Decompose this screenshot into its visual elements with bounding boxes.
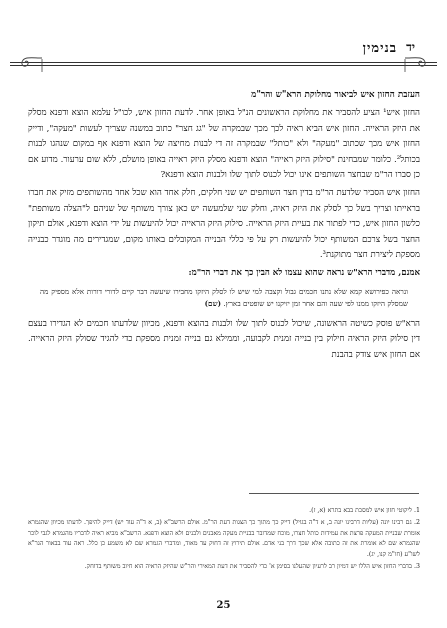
- quote-lead: אמנם, מדברי הרא"ש נראה שהוא עצמו לא הבין כך את דברי הר"מ:: [188, 268, 420, 279]
- right-flourish-ornament-icon: [403, 52, 429, 72]
- running-head-title: בנימין: [362, 41, 397, 56]
- running-head-rule: [10, 62, 437, 66]
- paragraph-1: החזון איש¹ הציע להסביר את מחלוקת הראשונים הנ"ל באופן אחר. לדעת החזון איש, לכו"ל עלמא הוצא ודפנא מסלק את היזק הראייה. החזון איש הביא ראיה לכך מכך שבמקרה של "גג חצר" כתוב במשנה שצריך לעשות "מעקה", ודייק החזון איש מכך שכתוב "מעקה" ולא "כותל" שבמקרה זה די לבנות מחיצה של הוצא ודפנא אף במקום שנהגו לבנות בכותל². כלומר שמבחינת "סילוק היזק ראייה" הוצא ודפנא מסלק היזק ראייה באופן מושלם, ללא שום ערעור. מדוע אם כן סברו הר"מ שבחצר השותפים אינו יכול לכנוס לתוך שלו ולבנות הוצא ודפנא?: [28, 108, 420, 181]
- page-number: 25: [216, 600, 231, 611]
- section-title: העזבת החזון איש לביאור מחלוקת הרא"ש והר"מ: [251, 90, 420, 100]
- footnotes: [28, 506, 420, 574]
- running-head-page-letters: יד: [406, 40, 415, 54]
- footnote-2: 2. גם רבינו יונה (עליות דרבינו יונה ב, א ד"ה בגויל) דייק כך מתוך כך הצגות דעת הר"מ. אולם הרשב"א (ב, א ד"ה עוד יש) דייק להיפך. לדעתו מכיוון שהגמרא אומרת שבניית המעקה פרצת את עמידות כותל חצרו, מוכח שמדובר בבניית מעקה מאבנים ולבנים ולא הוצא ודפנא. הרשב"א מביא ראיה לדבריו מהגמרא לגבי לוכר שהגמרא שם לא אומרת את זה כתובה אלא שכך דרך בני אדם. אולם תירוץ זה דחוק עד מאוד, ומדברי הגמרא שם לא משמע כן כלל. ראה עוד בבאור הגר"א לשו"ע (חו"מ קנו, יג).: [28, 519, 420, 558]
- footnote-1: 1. ליקוטי חזון איש למסכת בבא בתרא (א, ז).: [309, 507, 420, 514]
- block-quote: [40, 286, 408, 311]
- quote-source: (שם): [204, 299, 222, 309]
- main-text: [28, 88, 420, 366]
- footnote-rule: [249, 493, 419, 494]
- paragraph-2: החזון איש הסביר שלדעת הר"מ בדין חצר השותפים יש שני חלקים, חלק אחד הוא שכל אחד מהשותפים מזיק את חברו בראייתו וצריך בשל כך לסלק את היזק ראיה, וחלק שני שלמעשה יש כאן צורך משותף של שניהם ל"הצלה משותפת" כלשון החזון איש, כדי לפתור את בעיית היזק הראייה. סילוק היזק הראייה יכול להיעשות על ידי הוצא ודפנא, אולם תיקון החצר בשל צרכם המשותף יכול להיעשות רק על פי כללי הבנייה המקובלים באותו מקום, שמגדירים מה מוגדר כבנייה מספקת ליצירת חצר מתוקנת³.: [28, 188, 420, 261]
- paragraph-3: הרא"ש פוסק כשיטה הראשונה, שיכול לכנוס לתוך שלו ולבנות בהוצא ודפנא, מכיוון שלדעתו חכמים לא הגדירו בעצם דין סילוק היזק הראיה חילוק בין בנייה זמנית לקבועה, וממילא גם בנייה זמנית מספקת כדי להגיד שסולק היזק הראייה. אם החזון איש צודק בהבנת: [28, 319, 420, 360]
- left-flourish-ornament-icon: [18, 52, 44, 72]
- quote-text: ונראה כפירושא קמא שלא נתנו חכמים גבול וקצבה למי שיש לו לסלק היזקו מחבירו שיעשה דבר קיים לדורי דורות אלא מספיק מה שמסלק היזקו ממנו לפי שעה והם אחר זמן יזיקנו יש שופטים בארץ.: [40, 286, 408, 309]
- footnote-3: 3. בדברי החזון איש הללו יש דמיון רב לרעיון שהעלנו בסימן א' כדי להסביר את דעת המאירי והר"ש שהיזק הראיה הוא חיוב משותף בדוחק.: [84, 563, 420, 571]
- running-head: [10, 40, 437, 60]
